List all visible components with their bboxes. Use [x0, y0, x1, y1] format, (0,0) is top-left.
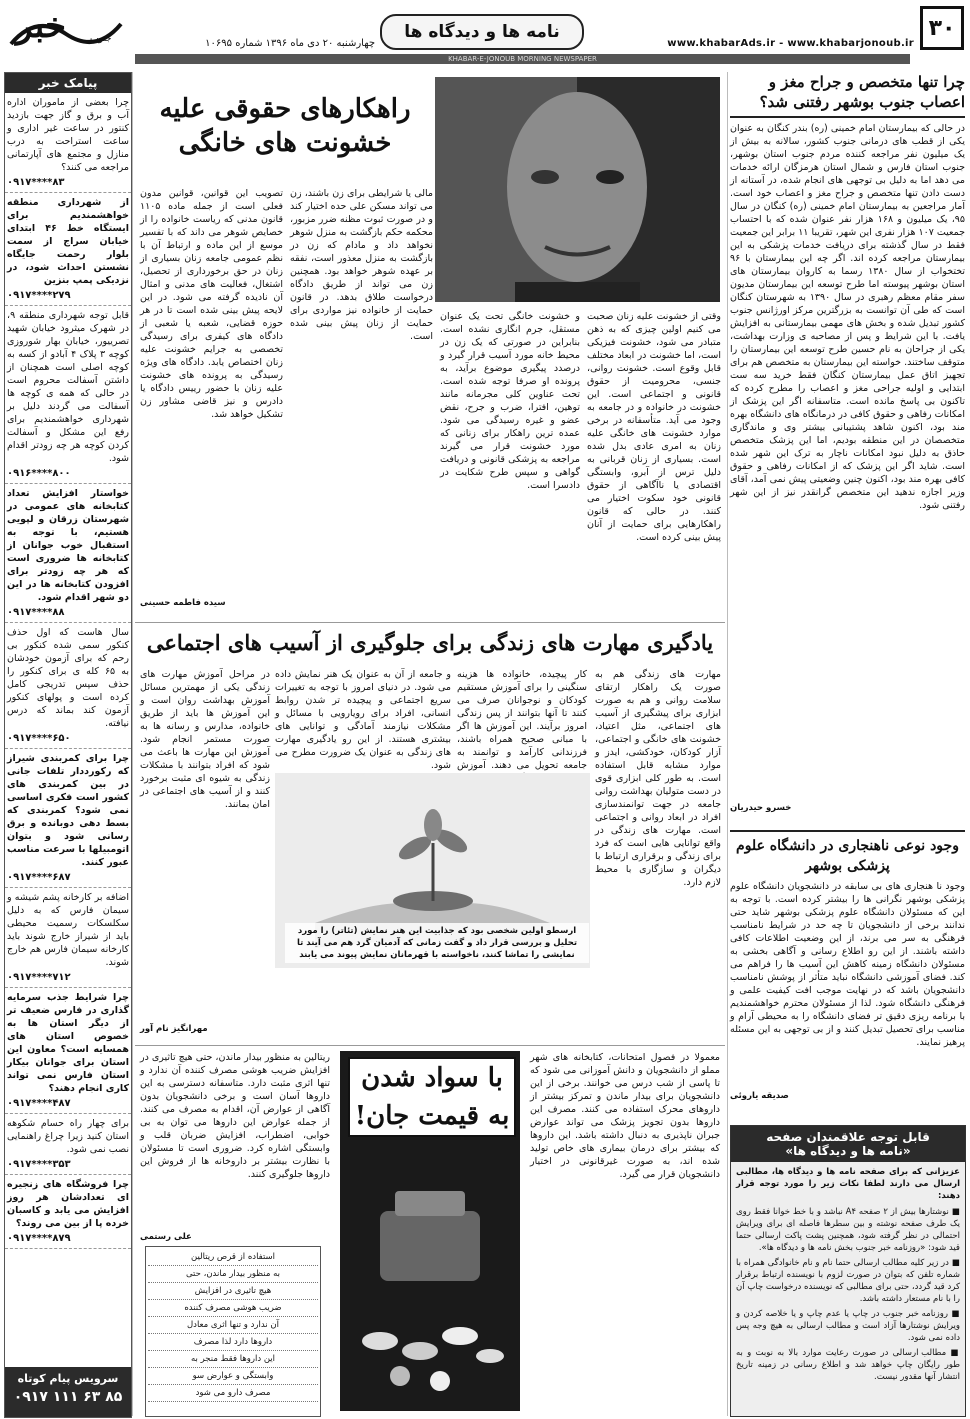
sms-title: پیامک خبر [5, 73, 131, 93]
article-author: صدیقه یاروئی [730, 1091, 789, 1101]
sms-item [5, 1175, 131, 1249]
sms-item [5, 193, 131, 306]
sms-footer-title: سرویس پیام کوتاه [17, 1372, 119, 1385]
sms-phone: ۰۹۱۷****۴۸۷ [7, 1098, 71, 1109]
sms-text: برای چهار راه حسام شکوهه استان کنید زیرا چراغ راهنمایی نصب نمی شود. [7, 1118, 129, 1155]
sms-item [5, 93, 131, 193]
sms-phone: ۰۹۱۷****۶۵۰ [7, 733, 71, 744]
notice-box [730, 1125, 966, 1417]
column-divider [727, 72, 728, 1416]
notice-item: ■ روزنامه خبر جنوب در چاپ یا عدم چاپ و یا خلاصه کردن و ویرایش نوشتارها آزاد است و مطالب ارسالی به هیچ وجه پس داده نمی شود. [736, 1309, 961, 1343]
violence-col-3: مالی یا شرایطی برای زن باشند، زن می تواند مسکن علی حده اختیار کند و در صورت ثبوت مظنه ضرر مزبور، محکمه حکم بازگشت به منزل شوهر نخواهد داد و مادام که زن در بازگشت به منزل معذور است، نفقه بر عهده شوهر خواهد بود. همچنین زن می تواند از طریق دادگاه درخواست طلاق بدهد. در قانون حمایت از خانواده نیز مواردی برای حمایت از زنان پیش بینی شده است. [289, 188, 433, 342]
sms-phone: ۰۹۱۷****۲۷۹ [7, 290, 71, 301]
section-title: نامه ها و دیدگاه ها [380, 14, 584, 50]
notice-item-text: مطالب ارسالی در صورت رعایت موارد بالا به نوبت و به طور رایگان چاپ خواهد شد و اطلاع رسانی در زمینه تاریخ انتشار آنها مقدور نیست. [736, 1348, 960, 1382]
sms-column [4, 72, 132, 1418]
article-violence [135, 72, 725, 617]
newspaper-logo [6, 4, 126, 56]
quote-line: این داروها فقط منجر به [148, 1351, 318, 1368]
violence-col-2: و خشونت خانگی تحت یک عنوان مستقل، جرم انگاری نشده است. بنابراین در صورتی که یک زن در محیط خانه مورد آسیب قرار گیرد و درصدد پیگیری موضوع برآید، به پرونده او صرفا توجه شده است. تحت عناوین کلی مجرمانه مانند توهین، افترا، ضرب و جرح، نقض عضو و غیره رسیدگی می شود. عمده ترین راهکار برای زنانی که مورد خشونت قرار می گیرند مراجعه به پزشکی قانونی و دریافت گواهی و سپس طرح شکایت در دادسرا است. [440, 311, 580, 491]
article-body: در حالی که بیمارستان امام خمینی (ره) بندر کنگان به عنوان یکی از قطب های درمانی جنوب کشور، سالانه به بیش از یک میلیون نفر مراجعه کننده مردم جنوب استان بوشهر، جنوب استان فارس و شمال استان هرمزگان ارائه خدمات می دهد اما به دلیل بی توجهی های انجام شده، در آستانه از دست دادن تنها متخصص و جراح مغز و اعصاب خود است. آمار مراجعین به بیمارستان امام خمینی (ره) کنگان در سال ۹۵، یک میلیون و ۱۶۸ هزار نفر عنوان شده که با احتساب جمعیت ۱۰۷ هزار نفری این شهر، تقریبا ۱۱ برابر این جمعیت فقط در سال گذشته برای دریافت خدمات پزشکی به این بیمارستان مراجعه کرده اند. اگر چه این بیمارستان با ۹۶ تختخواب از سال ۱۳۸۰ رسما به کاروان بیمارستان های استان بوشهر پیوسته اما طرح توسعه این بیمارستان مدیون سفر مقام معظم رهبری در سال ۱۳۹۰ به شهرستان کنگان است که طی آن توانست به بزرگترین مرکز اورژانس جنوب کشور تبدیل شده و بخش های مهمی بیمارستانی به افزایش یافت. با این شرایط و پس از مصاحبه ی وزارت بهداشت، یکی از جراحان به نام حسین طرح توسعه این بیمارستان را متوقف ساختند. خواسته این بیمارستان به متخصص هم برای تجهیز اتاق عمل بیمارستان کنگان فقط خرید سه ست ابتدایی و اولیه جراحی مغز و اعصاب را مطرح کرده که تاکنون بی پاسخ مانده است. متاسفانه اگر این پزشک از امکانات رفاهی و حقوق کافی در درمانگاه های دانشگاه بهره مند بود، اکنون شاهد پشتیبانی بیشتر وی و ماندگاری متخصصان در این منطقه بودیم، اما این پزشک متخصص حاذق به دلیل نبود امکانات ناچار به ترک این شهر شده است. شاید اگر این پزشک که از امکانات رفاهی و حقوق کافی بهره مند بود، اکنون چنین وضعیتی پیش نمی آمد، آقای وزیر اجازه ندهید این متخصص گرانقدر نیز از این شهر رفتنی شود. [730, 123, 966, 511]
pills-col-2: ریتالین به منظور بیدار ماندن، حتی هیچ تاثیری در افزایش ضریب هوشی مصرف کننده آن ندارد و تنها اثری مثبت دارد. متاسفانه دسترسی به این داروها آسان است و برخی دانشجویان بدون آگاهی از عوارض آن، اقدام به مصرف می کنند. از جمله عوارض این داروها می توان به بی خوابی، اضطراب، افزایش ضربان قلب و وابستگی اشاره کرد. ضروری است تا مسئولان با نظارت بیشتر بر داروخانه ها از فروش این داروها جلوگیری کنند. [140, 1052, 330, 1180]
article-body: وجود نا هنجاری های بی سابقه در دانشجویان دانشگاه علوم پزشکی بوشهر نگرانی ها را بیشتر کرده است. با توجه به این که مسئولان دانشگاه علوم پزشکی بوشهر شاید حتی ندانند برخی از دانشجویان تا چه حد در شرایط نامناسب فرهنگی به سر می برند، از این وضعیت اطلاعات کافی داشته باشند. از این رو اطلاع رسانی و آگاهی بخشی به مسئولان دانشگاه زمینه کاهش این آسیب ها را فراهم می کند. فضای آموزشی دانشگاه نباید متأثر از پوشش نامناسب دانشجویان باشد که در نهایت موجب افت کیفیت علمی و فرهنگی دانشگاه شود. لذا از مسئولان محترم خواهشمندیم با برنامه ریزی دقیق تر فضای دانشگاه را به محیطی آرام و مناسب برای تحصیل تبدیل کنند و از بی توجهی به این مسئله پرهیز نمایند. [730, 881, 965, 1048]
pills-title [348, 1057, 516, 1137]
sms-text: چرا فروشگاه های زنجیره ای تعدادشان هر روز افزایش می یابد و کاسبان خرده پا از بین می روند؟ [7, 1179, 129, 1229]
sms-phone: ۰۹۱۷****۸۸ [7, 607, 65, 618]
pills-photo [340, 1051, 520, 1411]
sms-text: چرا بعضی از ماموران اداره آب و برق و گاز جهت بازدید کنتور در ساعت غیر اداری و ساعت استراحت به درب منازل و مجتمع های آپارتمانی مراجعه می کنند؟ [7, 97, 129, 173]
sms-text: قابل توجه شهرداری منطقه ۹، در شهرک میثرود خیابان شهید تصرییور، خیابان بهار شوروزی کوچه ۳ پلاک ۴ آبادو از کسه به کوچه اصلی است همچنان از داشتن آسفالت محروم است در حالی که همه ی کوچه ها آسفالت می گردند دلیل بر شهرداری خواهشمندیم برای رفع این مشکل و آسفالت کردن کوچه هر چه زودتر اقدام شود. [7, 310, 130, 464]
notice-item-text: نوشتارها بیش از ۲ صفحه A۴ نباشد و با خط خوانا فقط روی یک طرف صفحه نوشته و بین سطرها فاصله ای برای ویرایش احتمالی در نظر گرفته شود، همچنین پشت پاکت ارسالی حتما قید شود: «روزنامه خبر جنوب بخش نامه ها و دیدگاه ها». [736, 1207, 960, 1253]
logo-subtext: جنوب [90, 34, 112, 44]
pills-col-1: معمولا در فصول امتحانات، کتابخانه های شهر مملو از دانشجویان و دانش آموزانی می شود که تا پاسی از شب درس می خوانند. برخی از این دانشجویان برای بیدار ماندن و تمرکز بیشتر از داروهای محرک استفاده می کنند. مصرف این داروها بدون تجویز پزشک می تواند عوارض جبران ناپذیری به دنبال داشته باشد. این داروها که بیشتر برای درمان بیماری های خاص تولید شده اند، به صورت غیرقانونی در اختیار دانشجویان قرار می گیرد. [530, 1052, 720, 1180]
woman-face-image [435, 77, 720, 302]
notice-list [731, 1206, 965, 1396]
page-number: ۳۰ [920, 6, 964, 50]
sms-item [5, 484, 131, 623]
notice-header [731, 1126, 965, 1162]
title-line: به قیمت جان! [354, 1101, 510, 1131]
skills-col-4: در مراحل آموزش مهارت های زندگی یکی از مهمترین مسائل آموزش بهداشت روان است و این آموزش ها باید از طریق خانواده، مدارس و رسانه ها به صورت مستمر انجام شود. آموزش این مهارت ها باعث می شود که افراد بتوانند با مشکلات زندگی به شیوه ای مثبت برخورد کنند و از آسیب های اجتماعی در امان بمانند. [140, 669, 270, 810]
article-title: وجود نوعی ناهنجاری در دانشگاه علوم پزشکی بوشهر [736, 838, 959, 874]
column-divider [132, 72, 133, 1416]
notice-title: قابل توجه علاقمندان صفحه [766, 1130, 930, 1144]
quote-line: مصرف دارو می شود [148, 1385, 318, 1402]
notice-item: ■ مطالب ارسالی در صورت رعایت موارد بالا به نوبت و به طور رایگان چاپ خواهد شد و اطلاع رسانی در زمینه تاریخ انتشار آنها مقدور نیست. [736, 1348, 960, 1382]
notice-item: ■ نوشتارها بیش از ۲ صفحه A۴ نباشد و با خط خوانا فقط روی یک طرف صفحه نوشته و بین سطرها فاصله ای برای ویرایش احتمالی در نظر گرفته شود، همچنین پشت پاکت ارسالی حتما قید شود: «روزنامه خبر جنوب بخش نامه ها و دیدگاه ها». [736, 1207, 960, 1253]
article-university [730, 830, 965, 1122]
sms-item [5, 1114, 131, 1175]
notice-intro: عزیزانی که برای صفحه نامه ها و دیدگاه ها، مطالبی ارسال می دارند لطفا نکات زیر را مورد توجه قرار دهند: [736, 1167, 960, 1201]
logo-text: خبر [16, 6, 67, 46]
sms-phone: ۰۹۱۶****۸۰۰ [7, 468, 71, 479]
quote-line: آن ندارد و تنها اثری معادل [148, 1317, 318, 1334]
sms-footer-number[interactable]: ۰۹۱۷ ۱۱۱ ۶۳ ۸۵ [13, 1389, 123, 1405]
notice-item-text: در زیر کلیه مطالب ارسالی حتما نام و نام خانوادگی همراه با شماره تلفن که بتوان در صورت لزوم با نویسنده ارتباط برقرار کرد قید گردد، حتی برای مطالبی که نویسنده درخواست چاپ آن را با نام مستعار داشته باشد. [736, 1258, 960, 1304]
title-line: راهکارهای حقوقی علیه [159, 94, 411, 124]
article-skills [135, 622, 725, 1043]
quote-line: داروها دارد لذا مصرف [148, 1334, 318, 1351]
sms-item [5, 623, 131, 749]
title-line: خشونت های خانگی [178, 128, 392, 158]
violence-col-1: وقتی از خشونت علیه زنان صحبت می کنیم اولین چیزی که به ذهن متبادر می شود، خشونت فیزیکی است، اما خشونت در ابعاد مختلف قابل وقوع است. خشونت روانی، جنسی، محرومیت از حقوق قانونی و اجتماعی است. این خشونت در خانواده و در جامعه به وجود می آید. متأسفانه در برخی موارد خشونت های خانگی علیه زنان به امری عادی بدل شده است. بسیاری از زنان قربانی به دلیل ترس از آبرو، وابستگی اقتصادی یا ناآگاهی از حقوق قانونی خود سکوت اختیار می کنند. در حالی که قانون راهکارهایی برای حمایت از آنان پیش بینی کرده است. [587, 311, 721, 543]
site-urls[interactable]: www.khabarAds.ir - www.khabarjonoub.ir [667, 38, 914, 49]
sms-item [5, 749, 131, 888]
issue-date: چهارشنبه ۲۰ دی ماه ۱۳۹۶ شماره ۱۰۶۹۵ [205, 38, 375, 49]
quote-line: ضریب هوشی مصرف کننده [148, 1300, 318, 1317]
skills-title: یادگیری مهارت های زندگی برای جلوگیری از آسیب های اجتماعی [146, 630, 714, 655]
notice-subtitle: «نامه ها و دیدگاه ها» [785, 1144, 911, 1158]
title-line: با سواد شدن [361, 1063, 503, 1093]
sms-list [5, 93, 131, 1365]
sms-text: چرا برای کمربندی شیراز که رکورددار تلفات جانی در بین کمربندی های کشور است فکری اساسی نمی شود؟ کمربندی که بسط دهی دوبانده و برق رسانی شود و بتوان اتومبیلها با سرعت مناسب عبور کنند. [7, 753, 129, 868]
article-title: چرا تنها متخصص و جراح مغز و اعصاب جنوب بوشهر رفتنی شد؟ [730, 72, 965, 118]
violence-col-4: تصویب این قوانین، قوانین مدون فعلی است از جمله ماده ۱۱۰۵ قانون مدنی که ریاست خانواده را از خصایص شوهر می داند که با تفسیر موسع از این ماده و ارتباط آن با نظم عمومی جامعه زنان بسیاری از زنان در حق برخورداری از تحصیل، اشتغال، فعالیت های مدنی و امثال آن نادیده گرفته می شود. در این لایحه پیش بینی شده است تا در هر حوزه قضایی، شعبه یا شعبی از دادگاه های کیفری برای رسیدگی تخصصی به جرایم خشونت علیه زنان اختصاص یابد. دادگاه های ویژه رسیدگی به پرونده های خشونت علیه زنان با حضور رییس دادگاه یا دادرس و نیز قاضی مشاور زن تشکیل خواهد شد. [140, 188, 283, 420]
article-pills [135, 1045, 725, 1416]
article-author: خسرو حیدریان [730, 803, 792, 813]
notice-item: ■ در زیر کلیه مطالب ارسالی حتما نام و نام خانوادگی همراه با شماره تلفن که بتوان در صورت لزوم با نویسنده ارتباط برقرار کرد قید گردد، حتی برای مطالبی که نویسنده درخواست چاپ آن را با نام مستعار داشته باشد. [736, 1258, 961, 1304]
masthead-strip: KHABAR-E-JONOUB MORNING NEWSPAPER [135, 54, 910, 64]
sms-phone: ۰۹۱۷****۶۸۷ [7, 872, 71, 883]
sms-text: سال هاست که اول حذف کنکور سمی شده کنکور بی رحم که برای آزمون خودشان به ۶۵ کله ی برای کنکور را حذف سپس تدریجی کامل کرده است و پولهای کنکور آزمون کند بماند که درس نیافته. [7, 627, 129, 729]
sms-phone: ۰۹۱۷****۷۱۲ [7, 972, 71, 983]
skills-col-1: مهارت های زندگی هم به صورت یک راهکار ارتقای سلامت روانی و هم به صورت ابزاری برای پیشگیری از آسیب های اجتماعی، مثل اعتیاد، خشونت های خانگی و اجتماعی، آزار کودکان، خودکشی، ایدز و موارد مشابه قابل استفاده است. به طور کلی ابزاری قوی در دست متولیان بهداشت روانی جامعه در جهت توانمندسازی افراد در ابعاد روانی و اجتماعی است. مهارت های زندگی در واقع توانایی هایی است که فرد برای زندگی و برقراری ارتباط با دیگران و سازگاری با محیط لازم دارد. [595, 669, 721, 888]
quote-line: وابستگی و عوارض سو [148, 1368, 318, 1385]
article-author: سیده فاطمه حسینی [140, 598, 226, 608]
violence-title [145, 92, 425, 160]
sms-phone: ۰۹۱۷****۳۵۳ [7, 1159, 71, 1170]
sms-text: چرا شرایط جذب سرمایه گذاری در فارس ضعیف تر از دیگر استان ها به خصوص استان های همسایه است؟ معاون این استان برای جوانان بیکار استان فارس نمی تواند کاری انجام دهند؟ [7, 992, 129, 1094]
violence-photo [435, 77, 720, 302]
sms-item [5, 988, 131, 1114]
sms-text: خواستار افزایش تعداد کتابخانه های عمومی در شهرستان زرقان و لپویی هستیم، با توجه به استقبال خوب جوانان از کتابخانه ها ضروری است که هر چه زودتر برای افزودن کتابخانه ها در این دو شهر اقدام شود. [7, 488, 129, 603]
quote-line: استفاده از قرص ریتالین [148, 1249, 318, 1266]
sms-item [5, 306, 131, 484]
quote-line: به منظور بیدار ماندن، حتی [148, 1266, 318, 1283]
article-author: علی رستمی [140, 1232, 192, 1242]
page-header [0, 0, 970, 70]
sms-text: اضافه بر کارخانه پشم شیشه و سیمان فارس که به دلیل سکلسکات رسمیت محیطی باید از شیراز خارج شوند باید کارخانه سیمان فارس هم خارج شوند. [7, 892, 129, 968]
sms-text: از شهرداری منطقه خواهشمندیم برای ایستگاه خط ۴۶ ابتدای خیابان سراج از سمت بلوار رحمت جایگاه نشستن احداث شود، در نزدیکی پمپ بنزین [7, 197, 129, 286]
notice-item-text: روزنامه خبر جنوب در چاپ یا عدم چاپ و یا خلاصه کردن و ویرایش نوشتارها آزاد است و مطالب ارسالی به هیچ وجه پس داده نمی شود. [736, 1309, 960, 1343]
sms-phone: ۰۹۱۷****۸۷۹ [7, 1233, 71, 1244]
sms-item [5, 888, 131, 988]
quote-line: هیچ تاثیری در افزایش [148, 1283, 318, 1300]
skills-col-3: و جامعه از آن به عنوان یک هنر نمایش داده می شود. در دنیای امروز با توجه به تغییرات سریع اجتماعی و پیچیده تر شدن روابط انسانی، افراد برای رویارویی با مسائل و مشکلات نیازمند آمادگی و توانایی های بیشتری هستند. از این رو یادگیری مهارت های زندگی به عنوان یک ضرورت مطرح می شود. [275, 669, 451, 771]
article-doctors [730, 72, 965, 812]
skills-caption: ارسطو اولین شخصی بود که جذابیت این هنر نمایش (تئاتر) را مورد تحلیل و بررسی قرار داد و گفت زمانی که آدمیان گرد هم می آیند تا نمایشی را تماشا کنند، ناخواسته با قهرمانان نمایش پیوند می یابند [285, 923, 589, 963]
sms-footer [5, 1367, 131, 1417]
skills-col-2: کار پیچیده، خانواده ها هزینه سنگینی را برای آموزش مستقیم کودکان و نوجوانان صرف می کنند تا آنها بتوانند از پس زندگی امروز برآیند. این آموزش ها اگر با مبانی صحیح همراه باشند، فرزندانی کارآمد و توانمند به جامعه تحویل می دهند. آموزش [457, 669, 587, 771]
sms-phone: ۰۹۱۷****۸۳ [7, 177, 65, 188]
article-author: مهرانگیز نام آور [140, 1024, 208, 1034]
pills-pullquote [145, 1246, 321, 1417]
